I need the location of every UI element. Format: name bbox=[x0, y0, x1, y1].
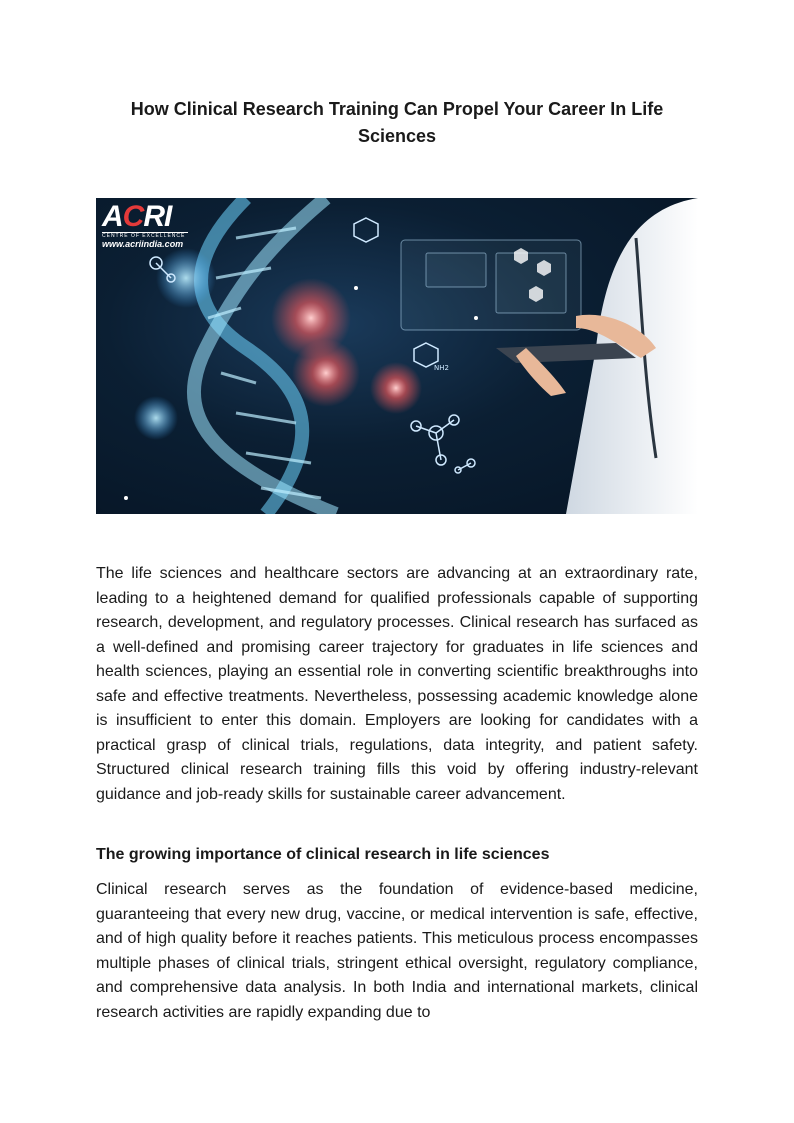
section-paragraph: Clinical research serves as the foundation of evidence-based medicine, guaranteeing that every new drug, vaccine, or medical intervention is safe, effective, and of high quality before it reaches patients. This meticulous process encompasses multiple phases of clinical trials, stringent ethical oversight, regulatory compliance, and comprehensive data analysis. In both India and international markets, clinical research activities are rapidly expanding due to bbox=[96, 881, 698, 1021]
document-title: How Clinical Research Training Can Propel Your Career In Life Sciences bbox=[130, 99, 664, 146]
intro-paragraph: The life sciences and healthcare sectors are advancing at an extraordinary rate, leading to a heightened demand for qualified professionals capable of supporting research, development, and regulatory processes. Clinical research has surfaced as a well-defined and promising career trajectory for graduates in life sciences and health sciences, playing an essential role in converting scientific breakthroughs into safe and effective treatments. Nevertheless, possessing academic knowledge alone is insufficient to enter this domain. Employers are looking for candidates with a practical grasp of clinical trials, regulations, data integrity, and patient safety. Structured clinical research training fills this void by offering industry-relevant guidance and job-ready skills for sustainable career advancement. bbox=[96, 565, 698, 803]
acri-logo-mark: ACRI bbox=[102, 200, 172, 233]
acri-logo bbox=[102, 202, 198, 250]
section-heading: The growing importance of clinical research in life sciences bbox=[96, 846, 550, 863]
acri-logo-tagline: CENTRE OF EXCELLENCE bbox=[102, 232, 188, 239]
hero-image bbox=[96, 198, 698, 514]
svg-text:NH2: NH2 bbox=[434, 364, 449, 372]
acri-logo-url: www.acriindia.com bbox=[102, 239, 184, 249]
